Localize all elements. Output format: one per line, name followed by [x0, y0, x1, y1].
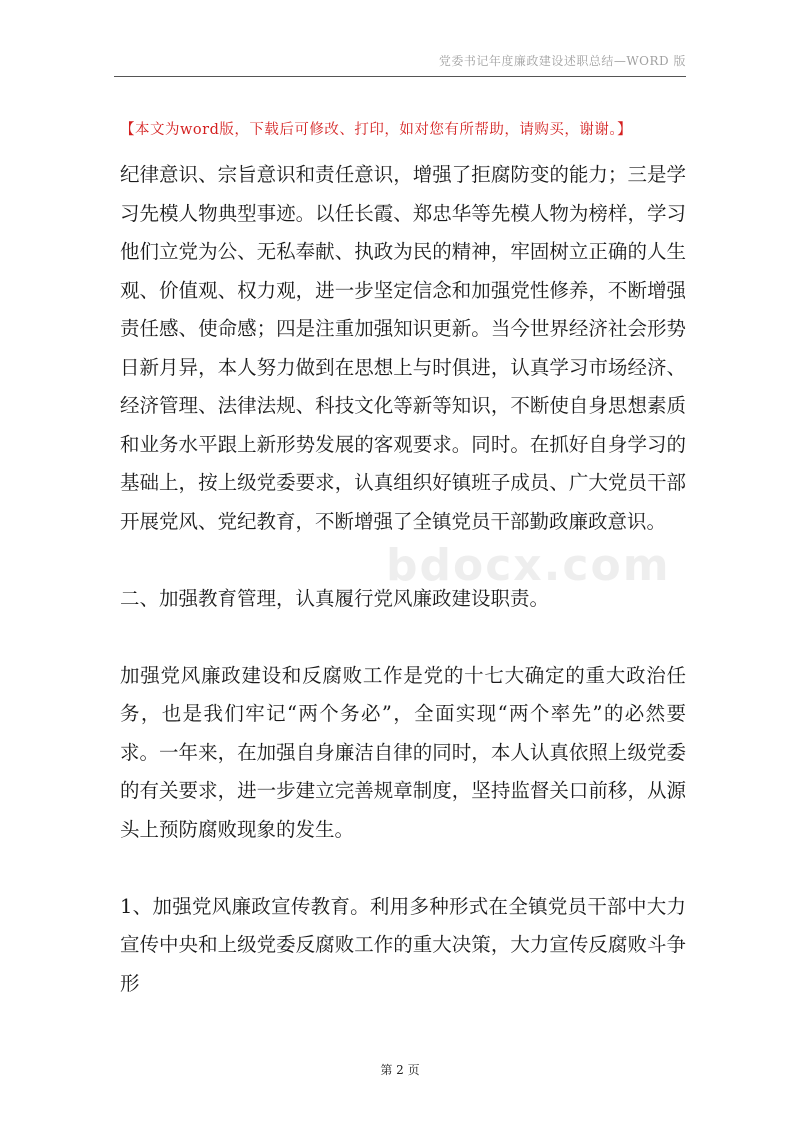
page-header-title: 党委书记年度廉政建设述职总结—WORD 版: [438, 54, 686, 68]
document-body: [120, 156, 686, 1003]
paragraph-spacer: [120, 618, 686, 657]
paragraph-3: 1、加强党风廉政宣传教育。利用多种形式在全镇党员干部中大力宣传中央和上级党委反腐败工作的重大决策，大力宣传反腐败斗争形: [120, 894, 686, 995]
header-divider: [114, 76, 686, 77]
paragraph-1: 纪律意识、宗旨意识和责任意识，增强了拒腐防变的能力；三是学习先模人物典型事迹。以任长霞、郑忠华等先模人物为榜样，学习他们立党为公、无私奉献、执政为民的精神，牢固树立正确的人生观、价值观、权力观，进一步坚定信念和加强党性修养，不断增强责任感、使命感；四是注重加强知识更新。当今世界经济社会形势日新月异，本人努力做到在思想上与时俱进，认真学习市场经济、经济管理、法律法规、科技文化等新等知识，不断使自身思想素质和业务水平跟上新形势发展的客观要求。同时。在抓好自身学习的基础上，按上级党委要求，认真组织好镇班子成员、广大党员干部开展党风、党纪教育，不断增强了全镇党员干部勤政廉政意识。: [120, 163, 686, 533]
download-notice: 【本文为word版，下载后可修改、打印，如对您有所帮助，请购买，谢谢。】: [120, 122, 633, 138]
paragraph-2: 加强党风廉政建设和反腐败工作是党的十七大确定的重大政治任务，也是我们牢记“两个务必”，全面实现“两个率先”的必然要求。一年来，在加强自身廉洁自律的同时，本人认真依照上级党委的有关要求，进一步建立完善规章制度，坚持监督关口前移，从源头上预防腐败现象的发生。: [120, 663, 686, 841]
paragraph-spacer: [120, 541, 686, 580]
section-heading-2: 二、加强教育管理，认真履行党风廉政建设职责。: [120, 586, 550, 610]
page-number: 第 2 页: [380, 1063, 420, 1077]
paragraph-spacer: [120, 849, 686, 888]
watermark-text: bdocx.com: [386, 540, 671, 591]
